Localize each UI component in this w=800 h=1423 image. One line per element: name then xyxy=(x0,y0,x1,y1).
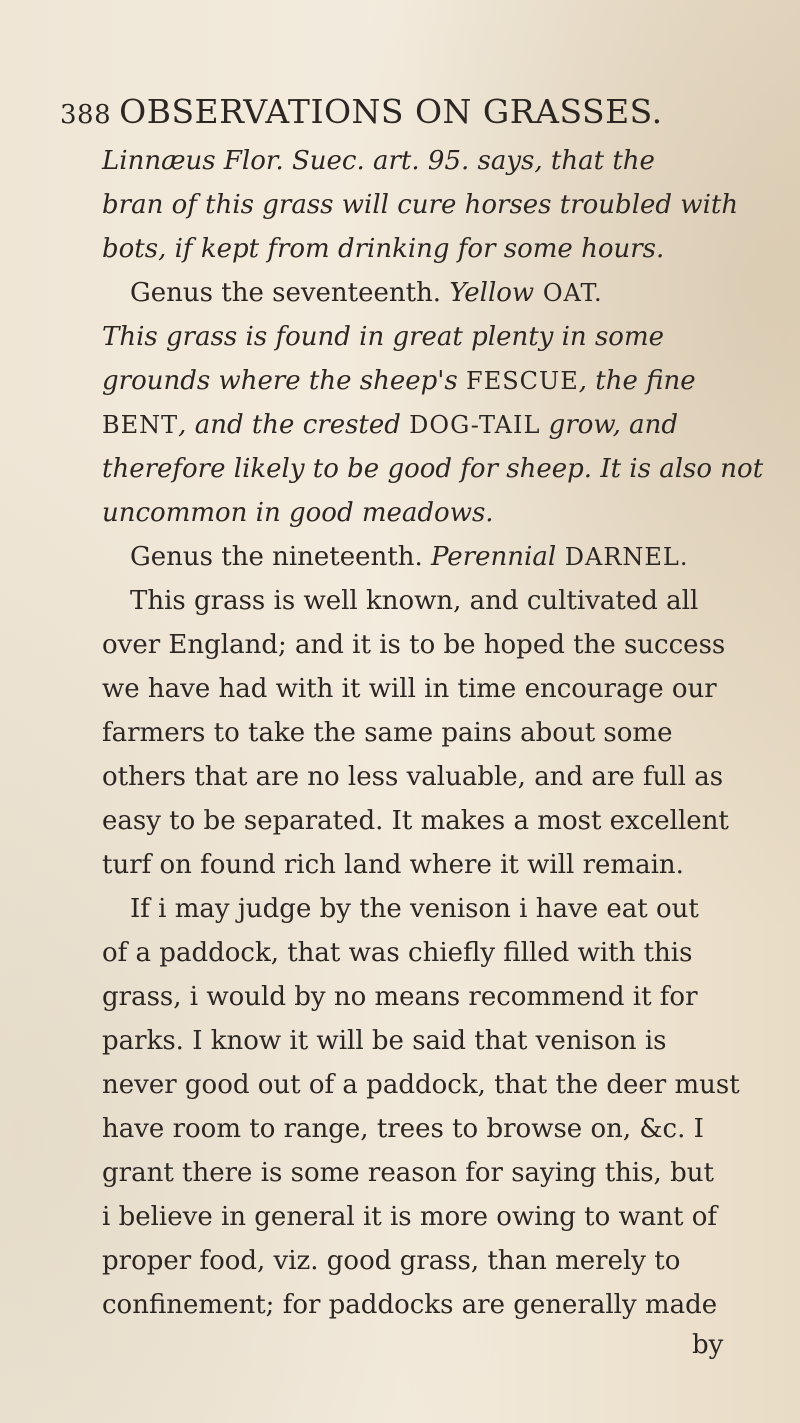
text-line: Linnæus Flor. Suec. art. 95. says, that the xyxy=(102,146,655,176)
text-line: grass, i would by no means recommend it for xyxy=(102,982,698,1012)
text-span: FESCUE xyxy=(466,367,579,395)
text-line: over England; and it is to be hoped the success xyxy=(102,630,726,660)
text-line: we have had with it will in time encourage our xyxy=(102,674,717,704)
text-span: DOG-TAIL xyxy=(409,411,541,439)
genus-heading xyxy=(130,276,603,310)
text-line: easy to be separated. It makes a most excellent xyxy=(102,806,729,836)
text-line: bran of this grass will cure horses troubled with xyxy=(102,190,739,220)
text-line: bots, if kept from drinking for some hours. xyxy=(102,234,665,264)
text-line: This grass is well known, and cultivated all xyxy=(130,586,699,616)
text-line: grant there is some reason for saying this, but xyxy=(102,1158,714,1188)
genus-label: Genus the seventeenth. xyxy=(130,278,450,308)
species-adjective: Perennial xyxy=(430,542,557,572)
text-line: parks. I know it will be said that venison is xyxy=(102,1026,667,1056)
text-line: never good out of a paddock, that the deer must xyxy=(102,1070,740,1100)
text-line: i believe in general it is more owing to want of xyxy=(102,1202,718,1232)
text-line: of a paddock, that was chiefly filled with this xyxy=(102,938,693,968)
text-line: confinement; for paddocks are generally made xyxy=(102,1290,718,1320)
catchword: by xyxy=(692,1330,724,1360)
text-line: uncommon in good meadows. xyxy=(102,498,494,528)
species-adjective: Yellow xyxy=(449,278,535,308)
text-line: If i may judge by the venison i have eat out xyxy=(130,894,699,924)
text-line: have room to range, trees to browse on, &c. I xyxy=(102,1114,704,1144)
text-line: proper food, viz. good grass, than merely to xyxy=(102,1246,681,1276)
page-title: OBSERVATIONS ON GRASSES. xyxy=(119,92,663,131)
text-line: farmers to take the same pains about some xyxy=(102,718,673,748)
running-head xyxy=(60,92,760,142)
text-span: , the fine xyxy=(578,366,696,396)
text-line: others that are no less valuable, and are full as xyxy=(102,762,724,792)
text-span: grow, and xyxy=(540,410,678,440)
text-line xyxy=(102,364,696,398)
genus-heading xyxy=(130,540,689,574)
text-span: BENT xyxy=(102,411,179,439)
text-line: turf on found rich land where it will remain. xyxy=(102,850,684,880)
text-line: therefore likely to be good for sheep. It is also not xyxy=(102,454,764,484)
text-line xyxy=(102,408,678,442)
text-line: This grass is found in great plenty in some xyxy=(102,322,664,352)
page-number: 388 xyxy=(60,100,112,130)
text-span: , and the crested xyxy=(178,410,410,440)
genus-label: Genus the nineteenth. xyxy=(130,542,431,572)
text-span: grounds where the sheep's xyxy=(102,366,467,396)
species-name: OAT. xyxy=(534,279,603,307)
species-name: DARNEL. xyxy=(556,543,689,571)
